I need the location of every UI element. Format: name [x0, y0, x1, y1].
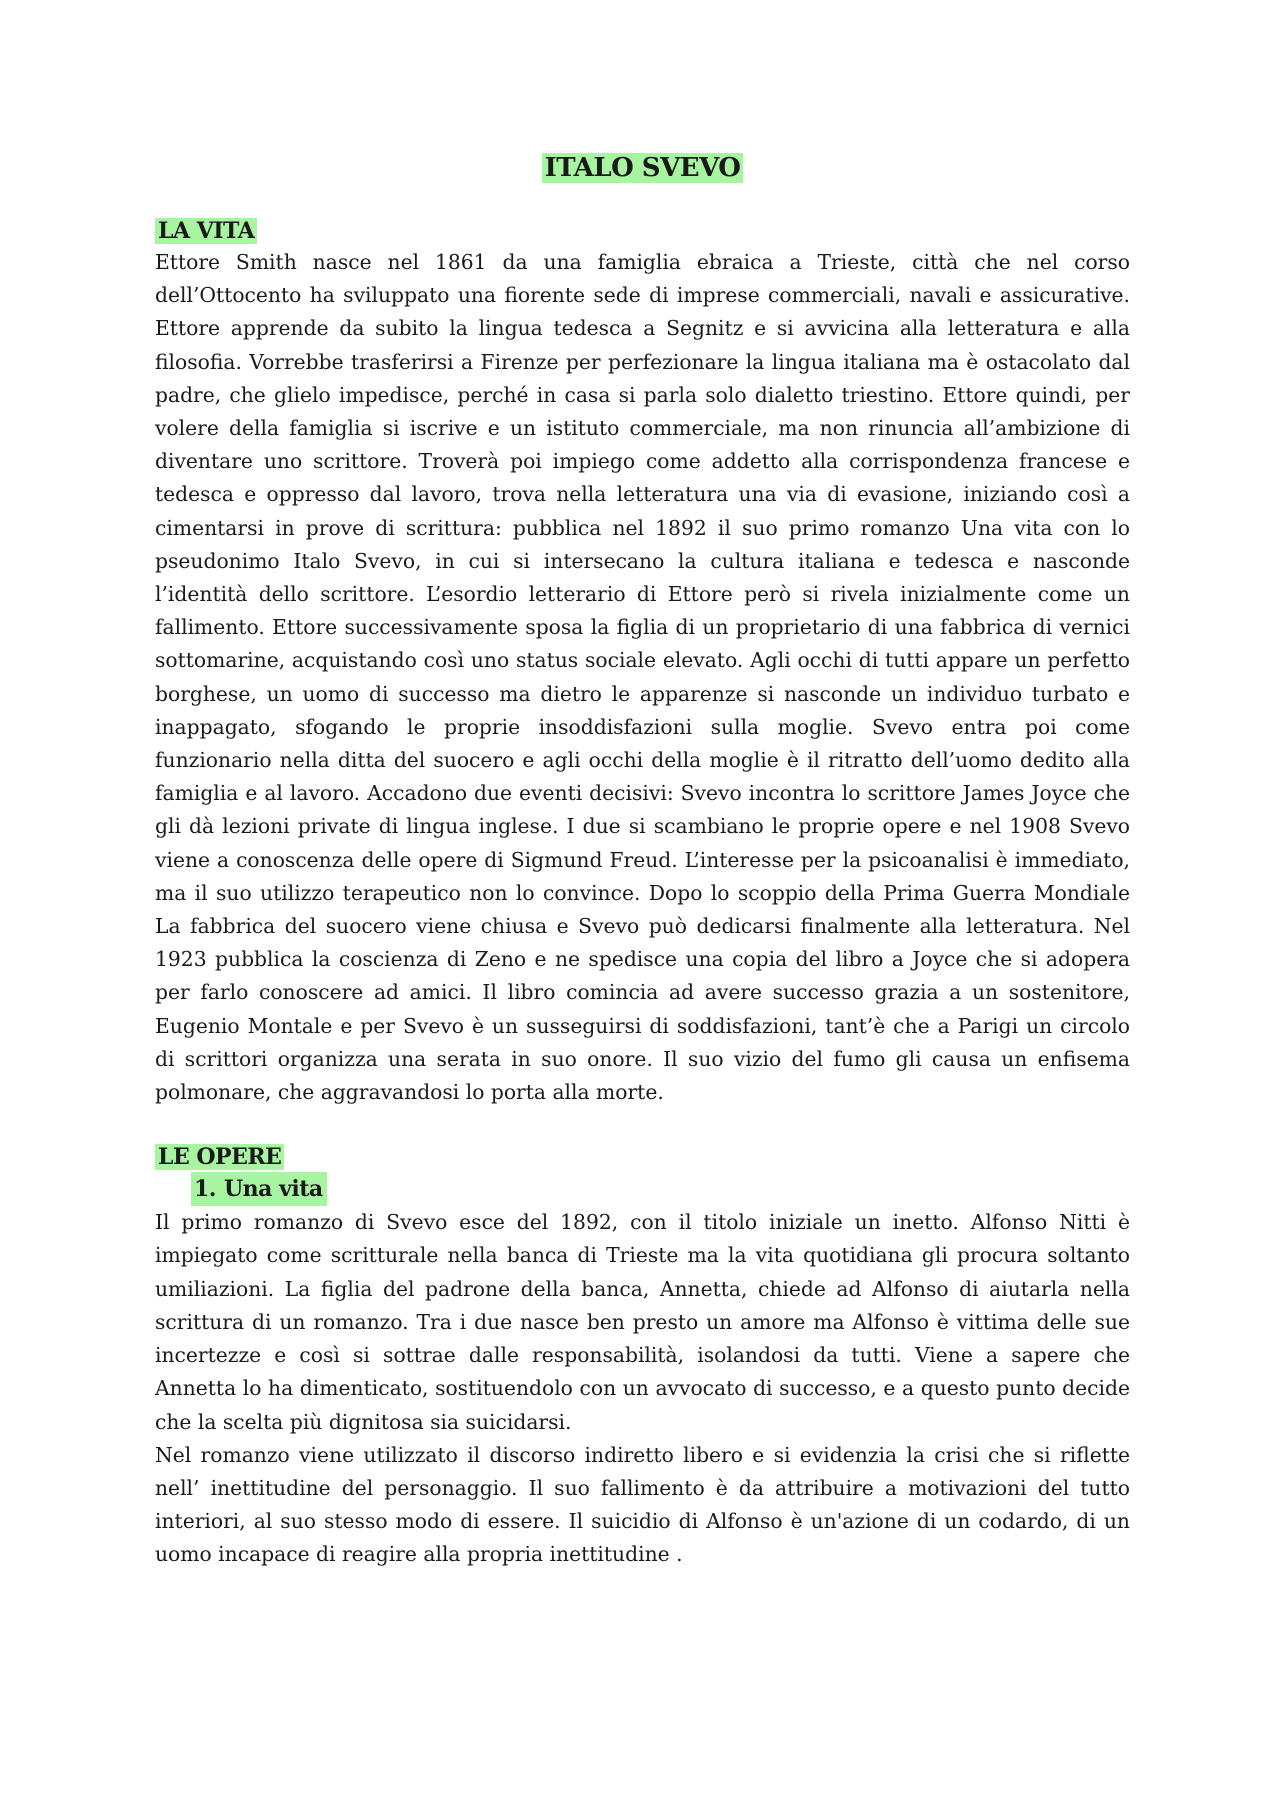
list-item-title: Una vita — [224, 1176, 323, 1203]
section-heading-opere: LE OPERE — [155, 1142, 1130, 1172]
vita-paragraph: Ettore Smith nasce nel 1861 da una famiglia ebraica a Trieste, città che nel corso dell’Ottocento ha sviluppato una fiorente sede di imprese commerciali, navali e assicurative. Ettore apprende da subito la lingua tedesca a Segnitz e si avvicina alla letteratura e alla filosofia. Vorrebbe trasferirsi a Firenze per perfezionare la lingua italiana ma è ostacolato dal padre, che glielo impedisce, perché in casa si parla solo dialetto triestino. Ettore quindi, per volere della famiglia si iscrive e un istituto commerciale, ma non rinuncia all’ambizione di diventare uno scrittore. Troverà poi impiego come addetto alla corrispondenza francese e tedesca e oppresso dal lavoro, trova nella letteratura una via di evasione, iniziando così a cimentarsi in prove di scrittura: pubblica nel 1892 il suo primo romanzo Una vita con lo pseudonimo Italo Svevo, in cui si intersecano la cultura italiana e tedesca e nasconde l’identità dello scrittore. L’esordio letterario di Ettore però si rivela inizialmente come un fallimento. Ettore successivamente sposa la figlia di un proprietario di una fabbrica di vernici sottomarine, acquistando così uno status sociale elevato. Agli occhi di tutti appare un perfetto borghese, un uomo di successo ma dietro le apparenze si nasconde un individuo turbato e inappagato, sfogando le proprie insoddisfazioni sulla moglie. Svevo entra poi come funzionario nella ditta del suocero e agli occhi della moglie è il ritratto dell’uomo dedito alla famiglia e al lavoro. Accadono due eventi decisivi: Svevo incontra lo scrittore James Joyce che gli dà lezioni private di lingua inglese. I due si scambiano le proprie opere e nel 1908 Svevo viene a conoscenza delle opere di Sigmund Freud. L’interesse per la psicoanalisi è immediato, ma il suo utilizzo terapeutico non lo convince. Dopo lo scoppio della Prima Guerra Mondiale La fabbrica del suocero viene chiusa e Svevo può dedicarsi finalmente alla letteratura. Nel 1923 pubblica la coscienza di Zeno e ne spedisce una copia del libro a Joyce che si adopera per farlo conoscere ad amici. Il libro comincia ad avere successo grazia a un sostenitore, Eugenio Montale e per Svevo è un susseguirsi di soddisfazioni, tant’è che a Parigi un circolo di scrittori organizza una serata in suo onore. Il suo vizio del fumo gli causa un enfisema polmonare, che aggravandosi lo porta alla morte. — [155, 250, 1130, 1105]
document-page — [155, 150, 1130, 1572]
section-spacer — [155, 1109, 1130, 1142]
title-highlight: ITALO SVEVO — [542, 153, 744, 183]
opere-list-item-1 — [191, 1172, 1130, 1206]
document-title — [155, 150, 1130, 186]
una-vita-paragraph-2: Nel romanzo viene utilizzato il discorso indiretto libero e si evidenzia la crisi che si riflette nell’ inettitudine del personaggio. Il suo fallimento è da attribuire a motivazioni del tutto interiori, al suo stesso modo di essere. Il suicidio di Alfonso è un'azione di un codardo, di un uomo incapace di reagire alla propria inettitudine . — [155, 1442, 1130, 1567]
section-heading-vita: LA VITA — [155, 216, 1130, 246]
list-item-highlight — [191, 1172, 327, 1206]
una-vita-paragraph-1: Il primo romanzo di Svevo esce del 1892, con il titolo iniziale un inetto. Alfonso Nitti è impiegato come scritturale nella banca di Trieste ma la vita quotidiana gli procura soltanto umiliazioni. La figlia del padrone della banca, Annetta, chiede ad Alfonso di aiutarla nella scrittura di un romanzo. Tra i due nasce ben presto un amore ma Alfonso è vittima delle sue incertezze e così si sottrae dalle responsabilità, isolandosi da tutti. Viene a sapere che Annetta lo ha dimenticato, sostituendolo con un avvocato di successo, e a questo punto decide che la scelta più dignitosa sia suicidarsi. — [155, 1210, 1130, 1434]
list-item-number: 1. — [194, 1176, 216, 1203]
